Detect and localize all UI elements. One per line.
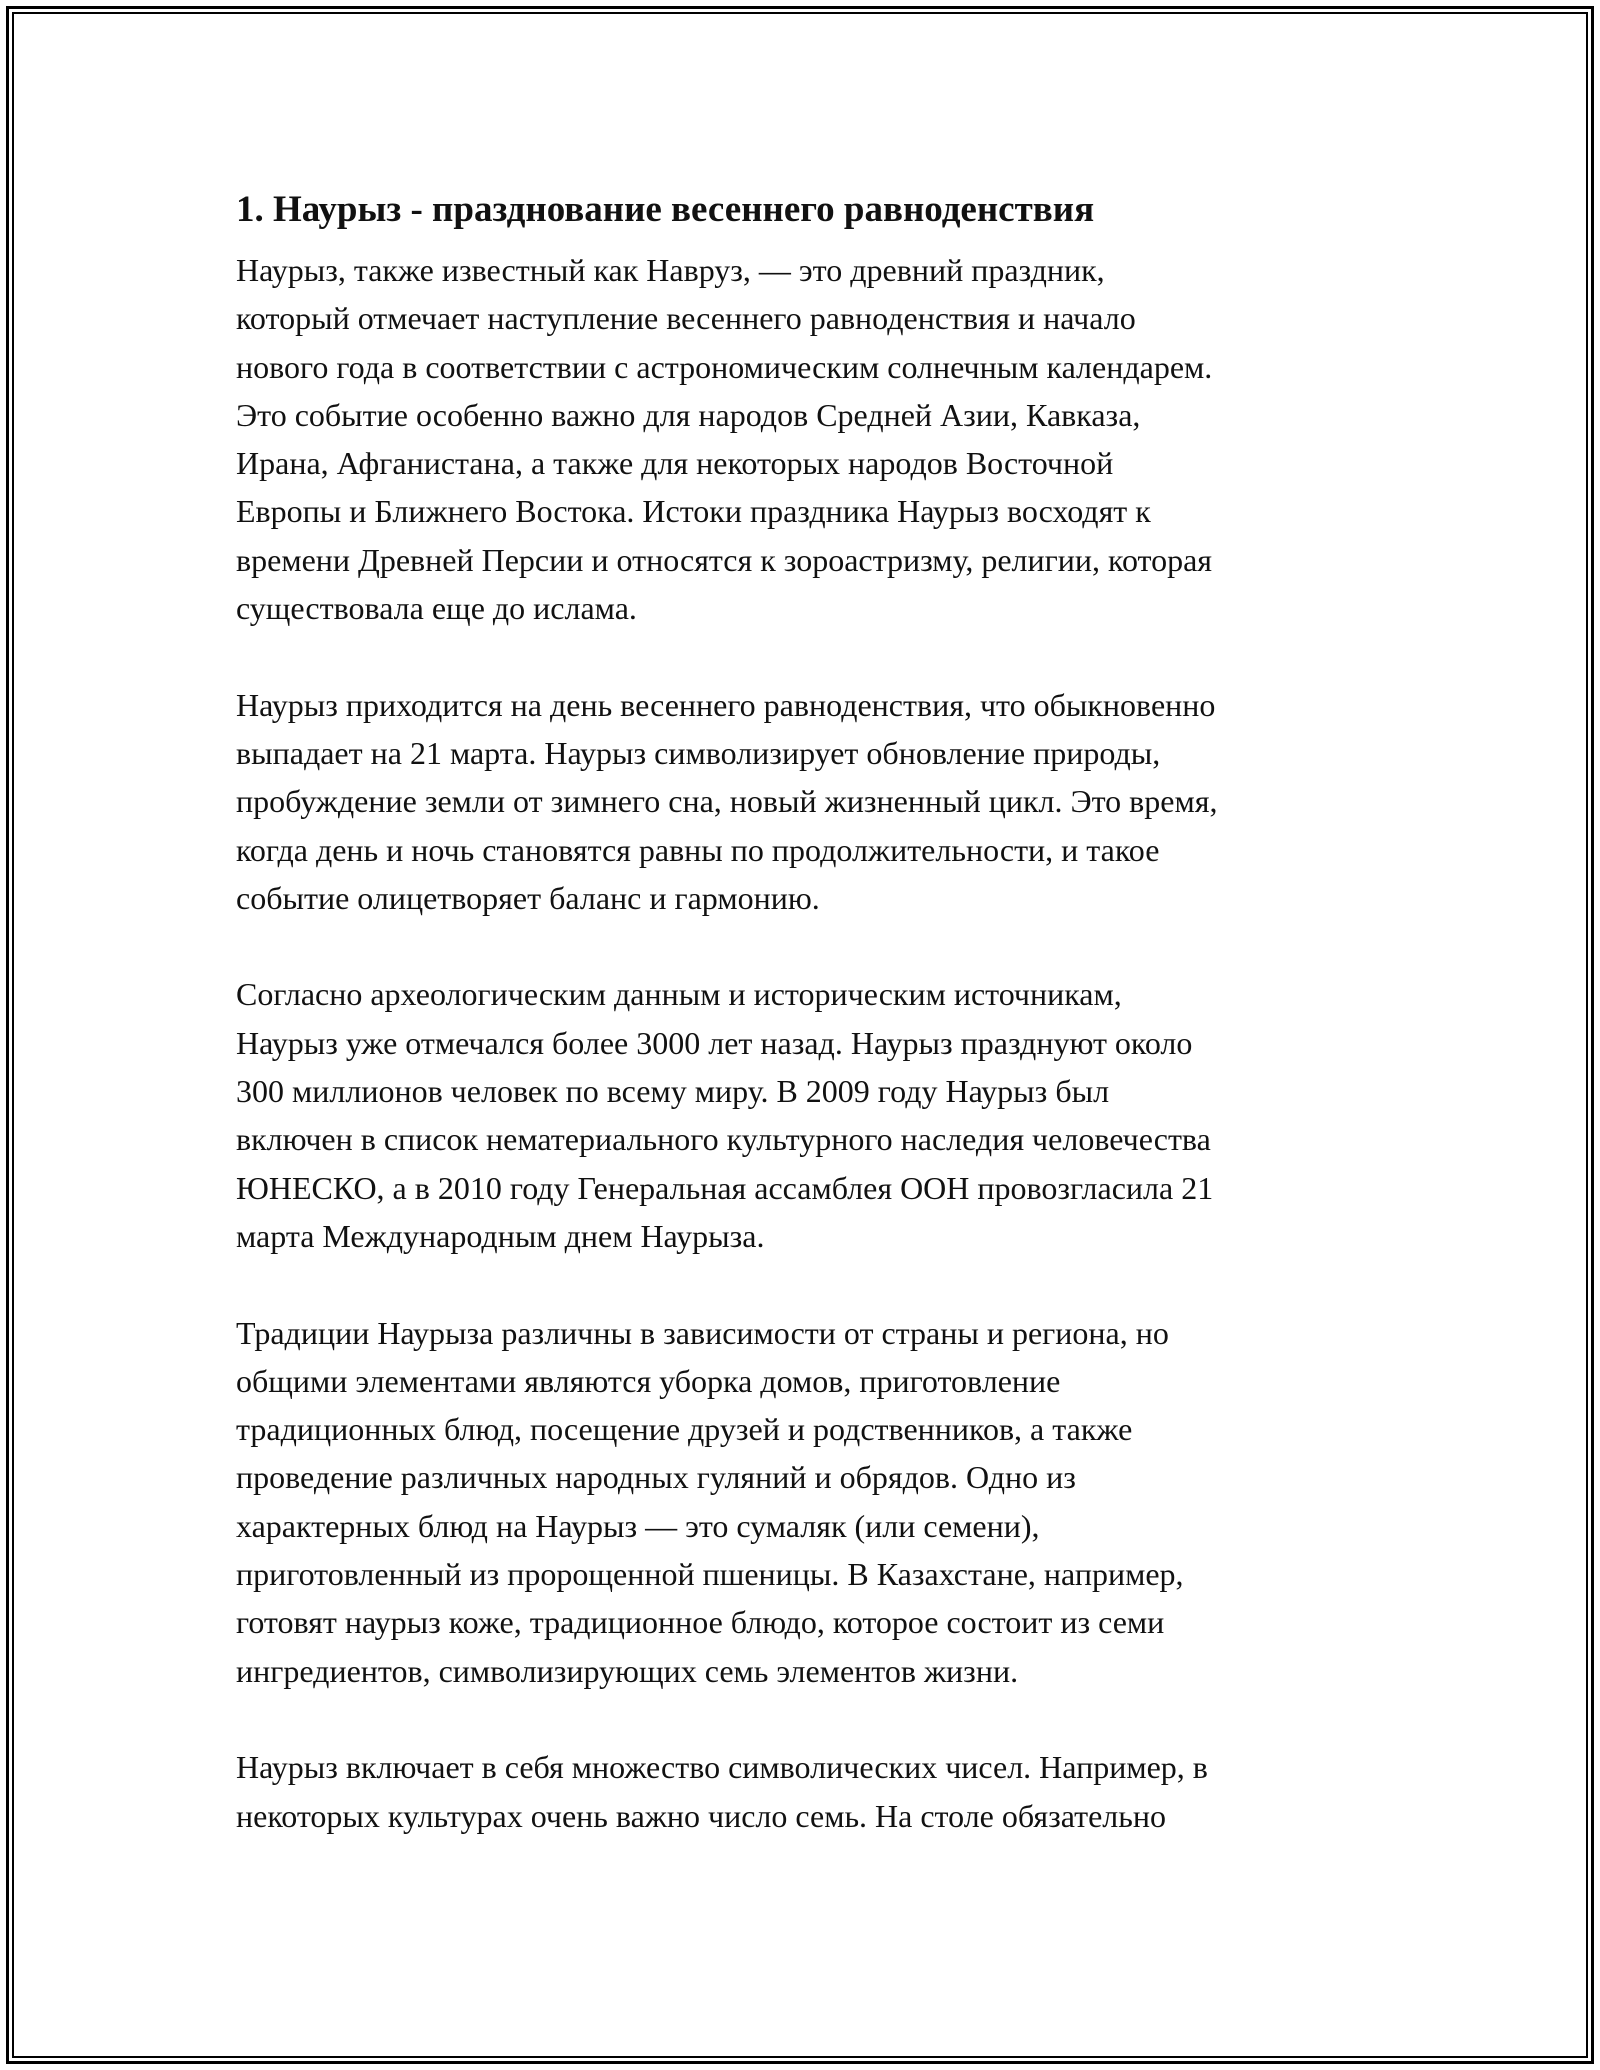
text-line: Наурыз, также известный как Навруз, — это древний праздник,	[236, 252, 1105, 288]
paragraph-2	[236, 681, 1370, 922]
text-line: Это событие особенно важно для народов Средней Азии, Кавказа,	[236, 396, 1141, 433]
text-line: существовала еще до ислама.	[236, 590, 637, 627]
text-line: когда день и ночь становятся равны по продолжительности, и такое	[236, 831, 1160, 868]
text-line: Европы и Ближнего Востока. Истоки праздника Наурыз восходят к	[236, 493, 1151, 530]
text-line: приготовленный из пророщенной пшеницы. В Казахстане, например,	[236, 1556, 1184, 1593]
text-line: который отмечает наступление весеннего равноденствия и начало	[236, 300, 1136, 337]
text-line: марта Международным днем Наурыза.	[236, 1217, 765, 1254]
text-line: некоторых культурах очень важно число семь. На столе обязательно	[236, 1797, 1166, 1834]
text-line: Наурыз приходится на день весеннего равноденствия, что обыкновенно	[236, 686, 1216, 723]
text-line: Наурыз уже отмечался более 3000 лет назад. Наурыз празднуют около	[236, 1024, 1193, 1061]
text-line: включен в список нематериального культурного наследия человечества	[236, 1121, 1211, 1158]
document-body	[236, 186, 1370, 1888]
text-line: 300 миллионов человек по всему миру. В 2009 году Наурыз был	[236, 1073, 1110, 1110]
text-line: характерных блюд на Наурыз — это сумаляк (или семени),	[236, 1507, 1040, 1544]
text-line: Наурыз включает в себя множество символических чисел. Например, в	[236, 1749, 1208, 1786]
text-line: выпадает на 21 марта. Наурыз символизирует обновление природы,	[236, 734, 1161, 771]
paragraph-1	[236, 246, 1370, 632]
paragraph-5	[236, 1743, 1370, 1840]
text-line: ЮНЕСКО, а в 2010 году Генеральная ассамблея ООН провозгласила 21	[236, 1169, 1214, 1206]
section-heading: 1. Наурыз - празднование весеннего равноденствия	[236, 189, 1095, 230]
paragraph-4	[236, 1309, 1370, 1695]
text-line: проведение различных народных гуляний и обрядов. Одно из	[236, 1459, 1076, 1496]
text-line: общими элементами являются уборка домов, приготовление	[236, 1362, 1061, 1399]
text-line: традиционных блюд, посещение друзей и родственников, а также	[236, 1411, 1133, 1448]
text-line: нового года в соответствии с астрономическим солнечным календарем.	[236, 348, 1213, 385]
text-line: времени Древней Персии и относятся к зороастризму, религии, которая	[236, 541, 1212, 578]
text-line: Традиции Наурыза различны в зависимости от страны и региона, но	[236, 1314, 1169, 1351]
text-line: пробуждение земли от зимнего сна, новый жизненный цикл. Это время,	[236, 783, 1218, 820]
text-line: Согласно археологическим данным и историческим источникам,	[236, 976, 1122, 1013]
text-line: готовят наурыз коже, традиционное блюдо, которое состоит из семи	[236, 1604, 1165, 1641]
text-line: событие олицетворяет баланс и гармонию.	[236, 879, 820, 916]
text-line: ингредиентов, символизирующих семь элементов жизни.	[236, 1652, 1019, 1689]
text-line: Ирана, Афганистана, а также для некоторых народов Восточной	[236, 445, 1114, 482]
paragraph-3	[236, 970, 1370, 1260]
